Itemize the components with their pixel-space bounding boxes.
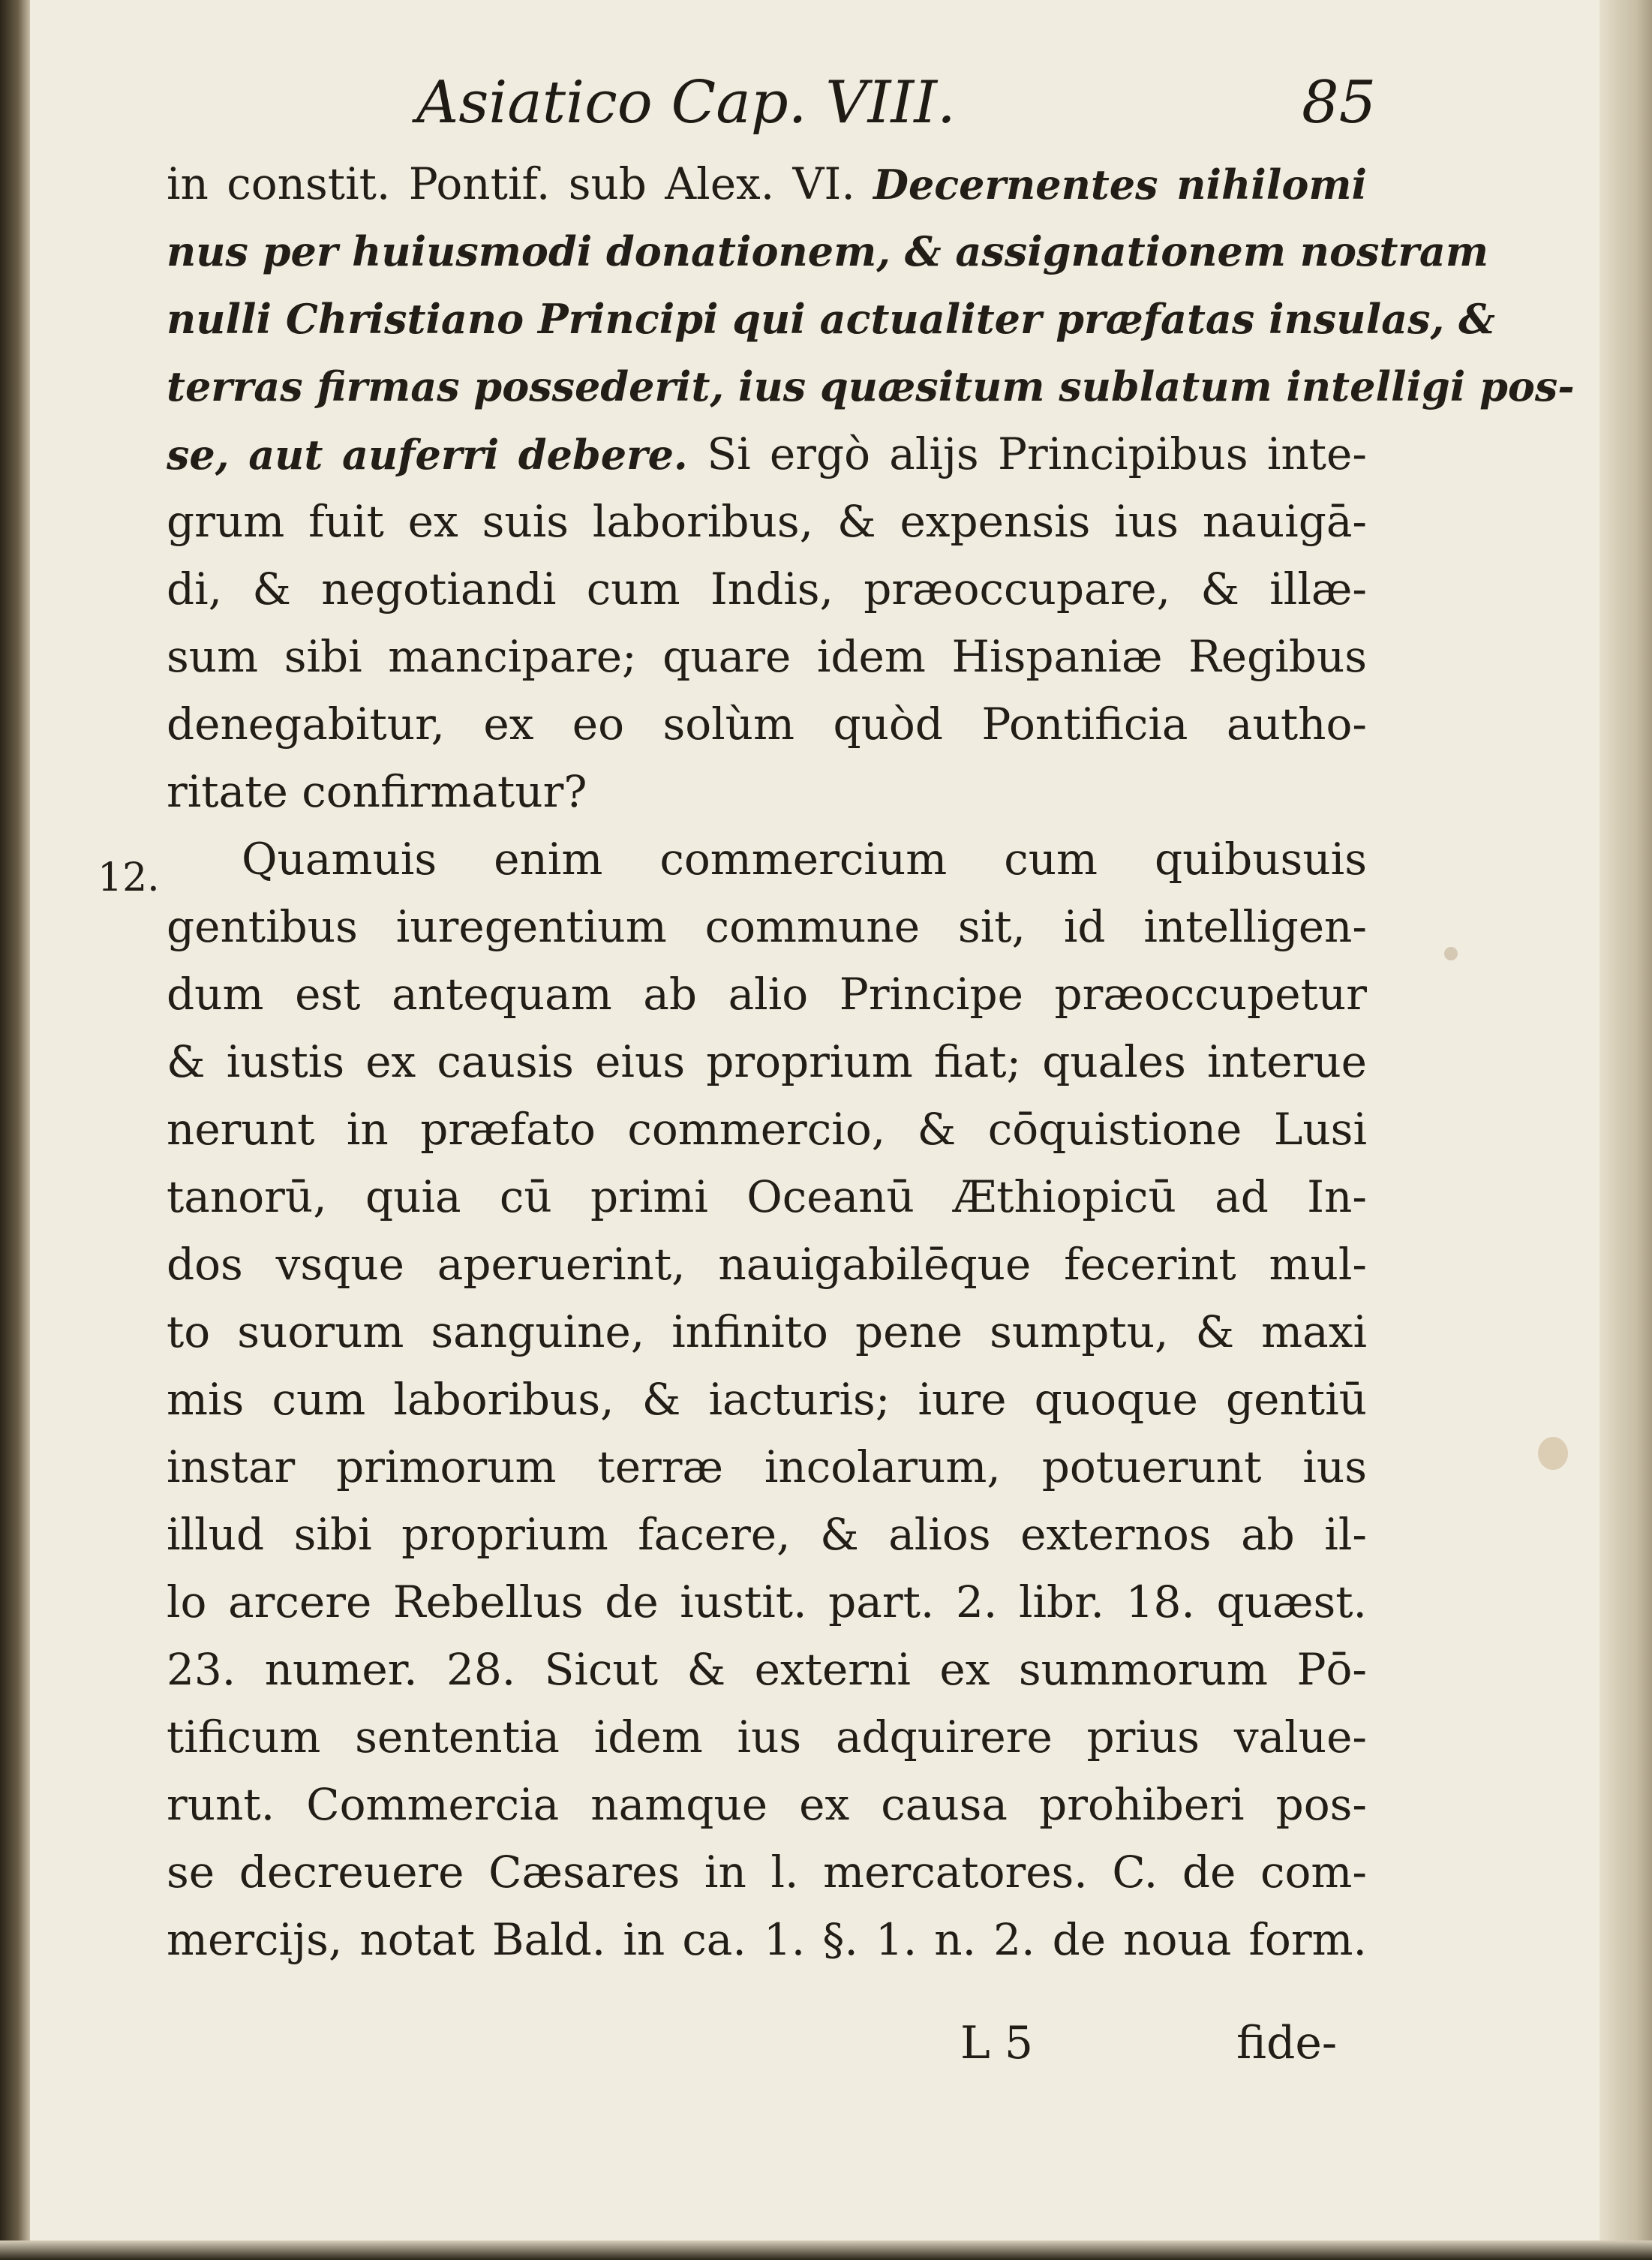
text-line: dum est antequam ab alio Principe præoccupetur bbox=[167, 969, 1367, 1020]
text-line: illud sibi proprium facere, & alios externos ab il- bbox=[167, 1509, 1367, 1560]
foxing-stain bbox=[1444, 947, 1458, 960]
text-block bbox=[167, 150, 1575, 1973]
signature-mark: L 5 bbox=[960, 2017, 1034, 2069]
text-line: nerunt in præfato commercio, & cōquistione Lusi bbox=[167, 1104, 1367, 1155]
page-fore-edge bbox=[1599, 0, 1652, 2260]
text-line: 23. numer. 28. Sicut & externi ex summorum Pō- bbox=[167, 1644, 1367, 1695]
text-line: tificum sententia idem ius adquirere prius value- bbox=[167, 1712, 1367, 1763]
text-line: ritate confirmatur? bbox=[167, 766, 587, 817]
text-line: nus per huiusmodi donationem, & assignationem nostram bbox=[167, 227, 1488, 275]
text-line: se, aut auferri debere. Si ergò alijs Principibus inte- bbox=[167, 428, 1367, 479]
text-line: & iustis ex causis eius proprium fiat; quales interue bbox=[167, 1036, 1367, 1087]
text-line: in constit. Pontif. sub Alex. VI. Decernentes nihilomi bbox=[167, 158, 1367, 209]
running-head: Asiatico Cap. VIII. bbox=[416, 69, 956, 137]
page-number: 85 bbox=[1302, 69, 1377, 137]
text-line: mis cum laboribus, & iacturis; iure quoque gentiū bbox=[167, 1374, 1367, 1425]
text-line: to suorum sanguine, infinito pene sumptu, & maxi bbox=[167, 1306, 1367, 1357]
page-bottom-edge bbox=[0, 2240, 1652, 2260]
text-line: gentibus iuregentium commune sit, id intelligen- bbox=[167, 901, 1367, 952]
text-line: denegabitur, ex eo solùm quòd Pontificia autho- bbox=[167, 699, 1367, 750]
text-line: dos vsque aperuerint, nauigabilēque fecerint mul- bbox=[167, 1239, 1367, 1290]
text-line: mercijs, notat Bald. in ca. 1. §. 1. n. 2. de noua form. bbox=[167, 1914, 1367, 1965]
text-line: sum sibi mancipare; quare idem Hispaniæ Regibus bbox=[167, 631, 1367, 682]
text-line: grum fuit ex suis laboribus, & expensis ius nauigā- bbox=[167, 496, 1367, 547]
text-line: se decreuere Cæsares in l. mercatores. C. de com- bbox=[167, 1847, 1367, 1898]
text-line: nulli Christiano Principi qui actualiter præfatas insulas, & bbox=[167, 295, 1495, 343]
book-spine-shadow bbox=[0, 0, 30, 2260]
marginal-section-number: 12. bbox=[98, 855, 160, 900]
text-line: tanorū, quia cū primi Oceanū Æthiopicū ad In- bbox=[167, 1171, 1367, 1222]
catchword: fide- bbox=[1236, 2017, 1338, 2069]
text-line: di, & negotiandi cum Indis, præoccupare, & illæ- bbox=[167, 563, 1367, 615]
text-line: terras firmas possederit, ius quæsitum sublatum intelligi pos- bbox=[167, 362, 1575, 410]
text-line: Quamuis enim commercium cum quibusuis bbox=[242, 834, 1367, 885]
text-line: instar primorum terræ incolarum, potuerunt ius bbox=[167, 1441, 1367, 1492]
text-line: lo arcere Rebellus de iustit. part. 2. libr. 18. quæst. bbox=[167, 1576, 1367, 1627]
text-line: runt. Commercia namque ex causa prohiberi pos- bbox=[167, 1779, 1367, 1830]
foxing-stain bbox=[1538, 1437, 1568, 1470]
